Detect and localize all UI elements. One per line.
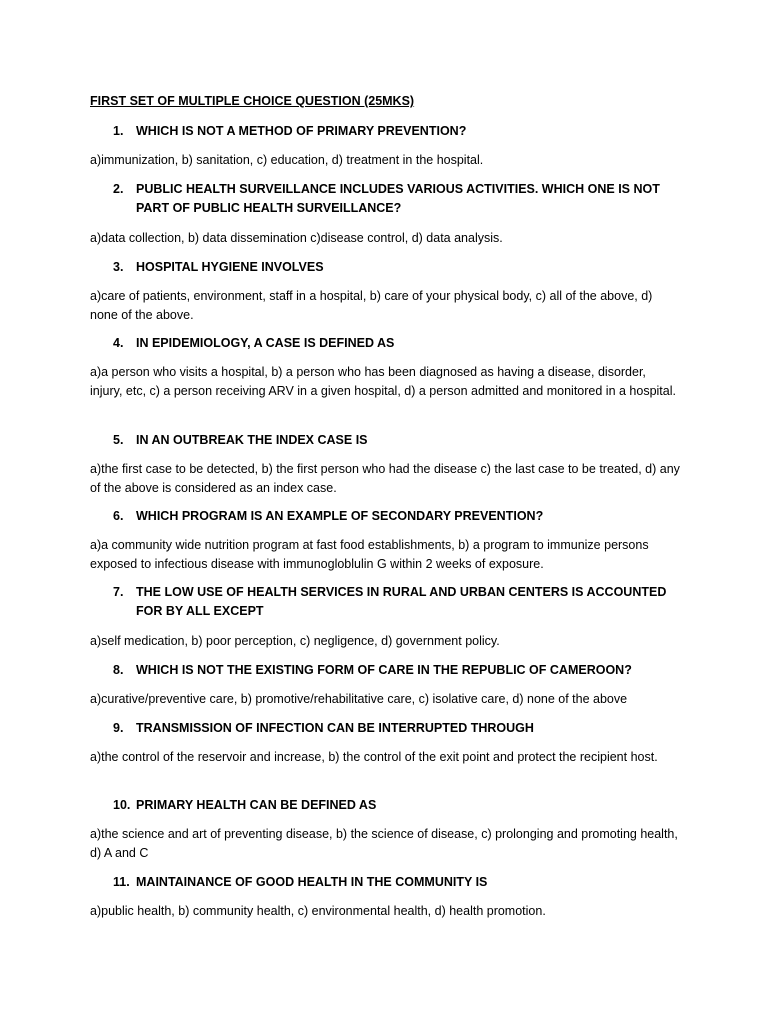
question-number: 1. [113, 124, 124, 138]
question-text: HOSPITAL HYGIENE INVOLVES [136, 260, 324, 274]
question-7 [113, 583, 673, 621]
answer-options-1: a)immunization, b) sanitation, c) education, d) treatment in the hospital. [90, 153, 484, 167]
answer-options-5: a)the first case to be detected, b) the first person who had the disease c) the last case to be treated, d) any of the above is considered as an index case. [90, 462, 680, 495]
question-number: 10. [113, 798, 131, 812]
answer-options-10: a)the science and art of preventing disease, b) the science of disease, c) prolonging and promoting health, d) A and C [90, 827, 678, 860]
question-number: 7. [113, 585, 124, 599]
question-text: MAINTAINANCE OF GOOD HEALTH IN THE COMMUNITY IS [136, 875, 488, 889]
question-text: WHICH PROGRAM IS AN EXAMPLE OF SECONDARY PREVENTION? [136, 509, 544, 523]
question-number: 3. [113, 260, 124, 274]
question-2 [113, 180, 673, 218]
question-text: TRANSMISSION OF INFECTION CAN BE INTERRUPTED THROUGH [136, 721, 534, 735]
question-8 [113, 661, 673, 680]
question-number: 8. [113, 663, 124, 677]
question-number: 6. [113, 509, 124, 523]
answer-options-7: a)self medication, b) poor perception, c) negligence, d) government policy. [90, 634, 500, 648]
answer-options-6: a)a community wide nutrition program at fast food establishments, b) a program to immunize persons exposed to infectious disease with immunogloblulin G within 2 weeks of exposure. [90, 538, 649, 571]
question-10 [113, 796, 673, 815]
question-4 [113, 334, 673, 353]
question-number: 4. [113, 336, 124, 350]
answer-options-11: a)public health, b) community health, c) environmental health, d) health promotion. [90, 904, 546, 918]
question-1 [113, 122, 673, 141]
question-11 [113, 873, 673, 892]
answer-options-3: a)care of patients, environment, staff in a hospital, b) care of your physical body, c) all of the above, d) none of the above. [90, 289, 653, 322]
question-5 [113, 431, 673, 450]
question-text: WHICH IS NOT THE EXISTING FORM OF CARE IN THE REPUBLIC OF CAMEROON? [136, 663, 632, 677]
answer-options-8: a)curative/preventive care, b) promotive/rehabilitative care, c) isolative care, d) none of the above [90, 692, 628, 706]
question-text: IN EPIDEMIOLOGY, A CASE IS DEFINED AS [136, 336, 395, 350]
question-number: 5. [113, 433, 124, 447]
answer-options-2: a)data collection, b) data dissemination c)disease control, d) data analysis. [90, 231, 503, 245]
question-3 [113, 258, 673, 277]
question-text: WHICH IS NOT A METHOD OF PRIMARY PREVENTION? [136, 124, 467, 138]
question-6 [113, 507, 673, 526]
question-text: PRIMARY HEALTH CAN BE DEFINED AS [136, 798, 377, 812]
question-number: 11. [113, 875, 130, 889]
answer-options-4: a)a person who visits a hospital, b) a person who has been diagnosed as having a disease, disorder, injury, etc, c) a person receiving ARV in a given hospital, d) a person admitted and monitored in a hospital. [90, 365, 676, 398]
question-text: IN AN OUTBREAK THE INDEX CASE IS [136, 433, 368, 447]
document-title: FIRST SET OF MULTIPLE CHOICE QUESTION (25MKS) [90, 94, 415, 108]
question-number: 2. [113, 182, 124, 196]
answer-options-9: a)the control of the reservoir and increase, b) the control of the exit point and protect the recipient host. [90, 750, 658, 764]
question-text: THE LOW USE OF HEALTH SERVICES IN RURAL AND URBAN CENTERS IS ACCOUNTED FOR BY ALL EXCEPT [136, 585, 667, 618]
question-9 [113, 719, 673, 738]
question-number: 9. [113, 721, 124, 735]
question-text: PUBLIC HEALTH SURVEILLANCE INCLUDES VARIOUS ACTIVITIES. WHICH ONE IS NOT PART OF PUBLIC HEALTH SURVEILLANCE? [136, 182, 660, 215]
